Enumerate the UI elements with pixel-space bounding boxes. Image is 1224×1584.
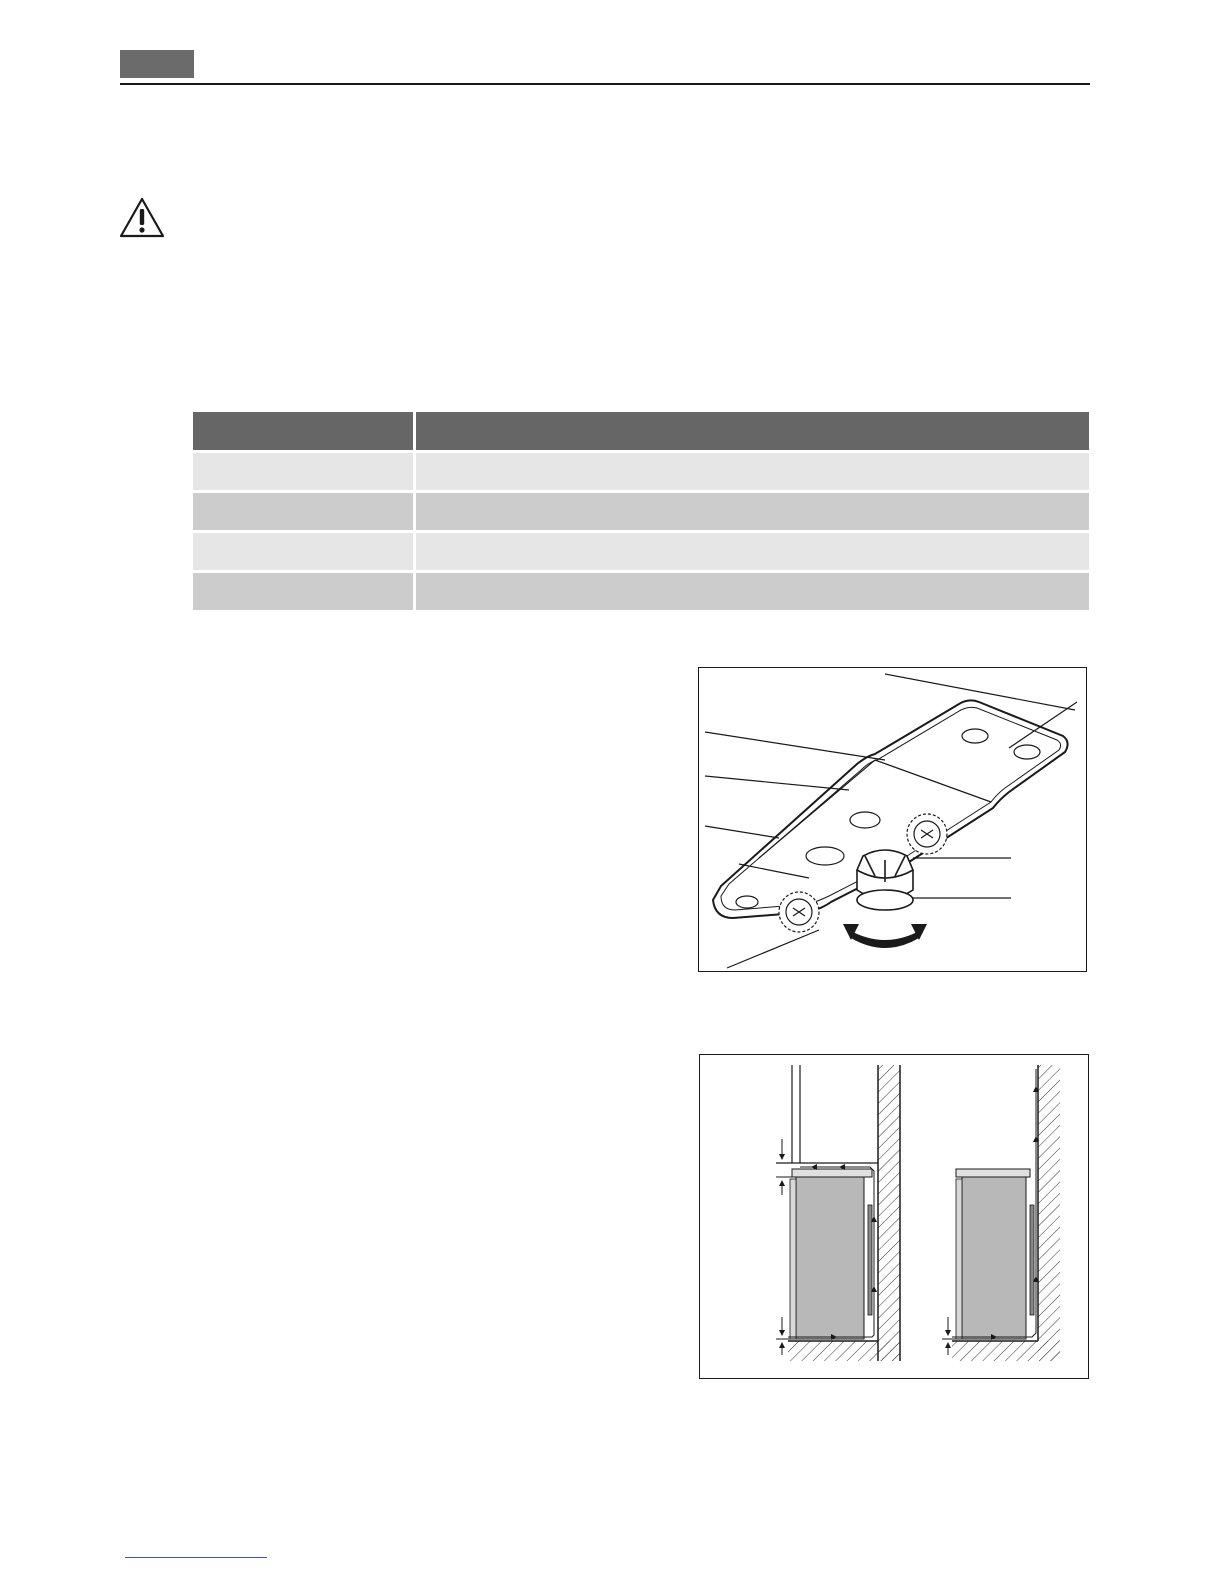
ventilation-figure [699, 1054, 1089, 1379]
adjustable-foot-diagram [699, 668, 1085, 970]
table-row [193, 570, 1089, 610]
footer-link[interactable] [125, 1557, 267, 1558]
page-header-tab [120, 50, 194, 78]
specification-table [193, 412, 1089, 610]
table-row [193, 450, 1089, 490]
table-header-row [193, 412, 1089, 450]
table-row [193, 490, 1089, 530]
ventilation-airflow-diagram [700, 1055, 1087, 1377]
table-header-cell-2 [413, 412, 1089, 450]
adjustable-foot-figure [698, 667, 1087, 972]
header-rule [120, 83, 1090, 85]
warning-triangle-icon [118, 196, 166, 240]
table-row [193, 530, 1089, 570]
table-header-cell-1 [193, 412, 413, 450]
